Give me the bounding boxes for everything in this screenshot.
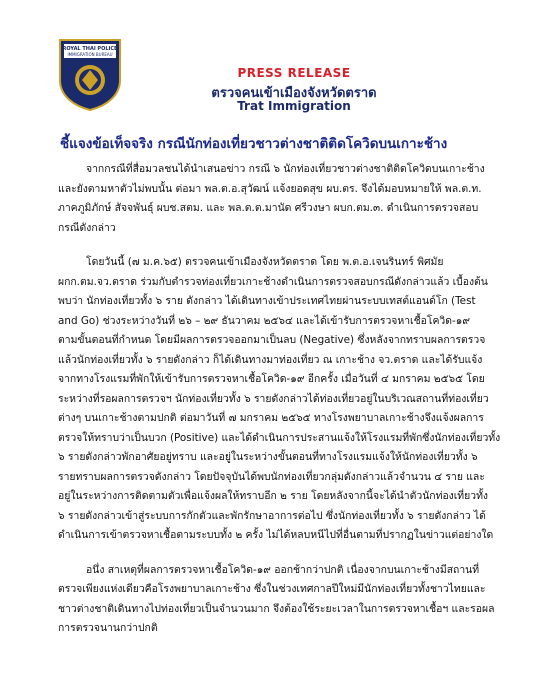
paragraph-line: ๖ รายดังกล่าวพักอาศัยอยู่ทราบ และอยู่ในระหว่างขั้นตอนที่ทางโรงแรมแจ้งให้นักท่องเที่ยวทั้ง ๖ — [58, 451, 478, 463]
paragraph-line: ตรวจให้ทราบว่าเป็นบวก (Positive) และได้ดำเนินการประสานแจ้งให้โรงแรมที่พักซึ่งนักท่องเที่ยวทั้ง — [58, 431, 501, 444]
release-body — [58, 160, 510, 654]
paragraph-line: รายทราบผลการตรวจดังกล่าว โดยปัจจุบันได้พบนักท่องเที่ยวกลุ่มดังกล่าวแล้วจำนวน ๔ ราย และ — [58, 470, 485, 483]
paragraph-line: จากกรณีที่สื่อมวลชนได้นำเสนอข่าว กรณี ๖ นักท่องเที่ยวชาวต่างชาติติดโควิดบนเกาะช้าง — [86, 163, 485, 175]
paragraph-line: ดำเนินการเข้าตรวจหาเชื้อตามระบบทั้ง ๒ ครั้ง ไม่ได้หลบหนีไปที่อื่นตามที่ปรากฏในข่าวแต่อย่างใด — [58, 529, 494, 541]
paragraph-line: จากทางโรงแรมที่พักให้เข้ารับการตรวจหาเชื้อโควิด-๑๙ อีกครั้ง เมื่อวันที่ ๔ มกราคม ๒๕๖๕ โดย — [58, 373, 485, 385]
paragraph-line: แล้วนักท่องเที่ยวทั้ง ๖ รายดังกล่าว ก็ได้เดินทางมาท่องเที่ยว ณ เกาะช้าง จว.ตราด และได้รับแจ้ง — [58, 353, 483, 366]
paragraph-line: ชาวต่างชาติเดินทางไปท่องเที่ยวเป็นจำนวนมาก จึงต้องใช้ระยะเวลาในการตรวจหาเชื้อฯ และรอผล — [58, 602, 495, 615]
logo-text-line-2: IMMIGRATION BUREAU — [67, 52, 113, 57]
paragraph — [58, 160, 510, 238]
paragraph-line: โดยวันนี้ (๗ ม.ค.๖๕) ตรวจคนเข้าเมืองจังหวัดตราด โดย พ.ต.อ.เจนรินทร์ พิศมัย — [86, 256, 444, 268]
paragraph-line: ผกก.ตม.จว.ตราด ร่วมกับตำรวจท่องเที่ยวเกาะช้างดำเนินการตรวจสอบกรณีดังกล่าวแล้ว เบื้องต้น — [58, 275, 488, 288]
logo-text-line-1: ROYAL THAI POLICE — [62, 46, 118, 52]
press-release-label: PRESS RELEASE — [237, 66, 351, 80]
header — [0, 0, 552, 112]
police-badge-logo — [56, 36, 124, 112]
paragraph-line: ๖ รายดังกล่าวเข้าสู่ระบบการกักตัวและพักรักษาอาการต่อไป ซึ่งนักท่องเที่ยวทั้ง ๖ รายดังกล่าว ได้ — [58, 509, 486, 522]
paragraph-line: ตรวจเพียงแห่งเดียวคือโรงพยาบาลเกาะช้าง ซึ่งในช่วงเทศกาลปีใหม่มีนักท่องเที่ยวทั้งชาวไทยและ — [58, 583, 486, 595]
paragraph-line: พบว่า นักท่องเที่ยวทั้ง ๖ ราย ดังกล่าว ได้เดินทางเข้าประเทศไทยผ่านระบบเทสต์แอนด์โก (Test — [58, 295, 476, 307]
organization-name-thai: ตรวจคนเข้าเมืองจังหวัดตราด — [211, 86, 377, 101]
paragraph — [58, 561, 510, 639]
paragraph-line: ระหว่างที่รอผลการตรวจฯ นักท่องเที่ยวทั้ง ๖ รายดังกล่าวได้ท่องเที่ยวอยู่ในบริเวณสถานที่ท่องเที่ยว — [58, 392, 489, 405]
paragraph-line: and Go) ช่วงระหว่างวันที่ ๒๖ – ๒๙ ธันวาคม ๒๕๖๔ และได้เข้ารับการตรวจหาเชื้อโควิด-๑๙ — [58, 314, 470, 327]
paragraph-line: การตรวจนานกว่าปกติ — [58, 622, 158, 634]
paragraph-line: ภาคภูมิภักษ์ สัจจพันธุ์ ผบช.สตม. และ พล.ต.ต.มานัด ศรีวงษา ผบก.ตม.๓. ดำเนินการตรวจสอบ — [58, 202, 479, 214]
paragraph-line: อยู่ในระหว่างการติดตามตัวเพื่อแจ้งผลให้ทราบอีก ๒ ราย โดยหลังจากนี้จะได้นำตัวนักท่องเที่ยวทั้ง — [58, 490, 488, 502]
paragraph-line: ต่างๆ บนเกาะช้างตามปกติ ต่อมาวันที่ ๗ มกราคม ๒๕๖๕ ทางโรงพยาบาลเกาะช้างจึงแจ้งผลการ — [58, 412, 484, 424]
paragraph — [58, 253, 510, 546]
headline: ชี้แจงข้อเท็จจริง กรณีนักท่องเที่ยวชาวต่างชาติติดโควิดบนเกาะช้าง — [60, 136, 448, 152]
paragraph-line: ตามขั้นตอนที่กำหนด โดยมีผลการตรวจออกมาเป็นลบ (Negative) ซึ่งหลังจากทราบผลการตรวจ — [58, 334, 486, 346]
paragraph-line: กรณีดังกล่าว — [58, 221, 116, 234]
organization-name-english: Trat Immigration — [237, 99, 351, 113]
paragraph-line: และยังตามหาตัวไม่พบนั้น ต่อมา พล.ต.อ.สุวัฒน์ แจ้งยอดสุข ผบ.ตร. จึงได้มอบหมายให้ พล.ต.ท. — [58, 182, 482, 195]
paragraph-line: อนึ่ง สาเหตุที่ผลการตรวจหาเชื้อโควิด-๑๙ ออกช้ากว่าปกติ เนื่องจากบนเกาะช้างมีสถานที่ — [86, 563, 480, 576]
